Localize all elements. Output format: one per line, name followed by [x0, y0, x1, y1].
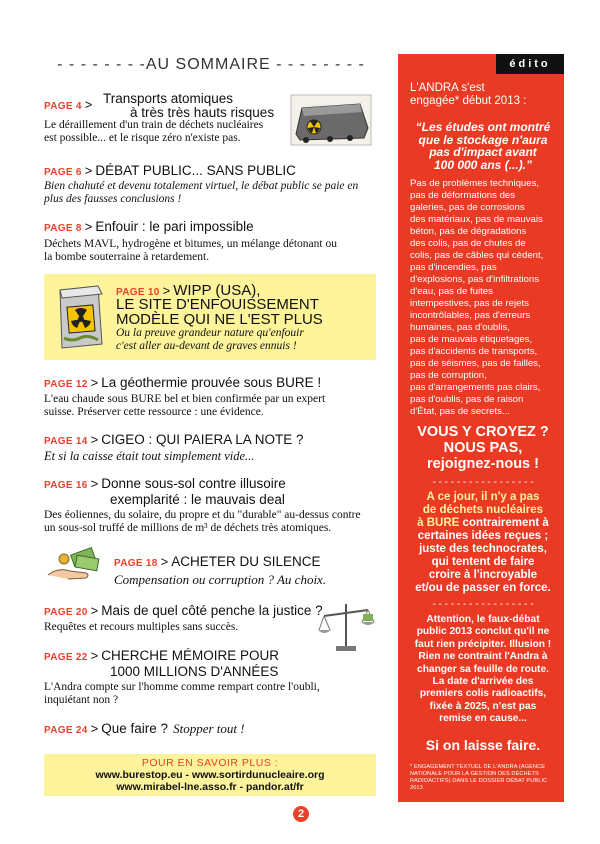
- quote-line: “Les études ont montré: [415, 120, 551, 134]
- para-line: La date d'arrivée des: [432, 676, 534, 688]
- entry-desc: Des éoliennes, du solaire, du propre et du "durable" au-dessus contre: [44, 509, 361, 521]
- list-line: pas d'arrangements pas clairs,: [410, 382, 541, 393]
- entry-desc: inquiétant non ?: [44, 694, 119, 706]
- entry-desc: Compensation ou corruption ? Au choix.: [114, 572, 327, 587]
- entry-desc: un sous-sol truffé de millions de m³ de déchets très atomiques.: [44, 522, 332, 534]
- entry-desc: Stopper tout !: [173, 721, 245, 736]
- para-line: changer sa feuille de route.: [417, 663, 549, 675]
- list-line: béton, pas de dégradations: [410, 226, 527, 237]
- entry-desc: L'eau chaude sous BURE bel et bien confirmée par un expert: [44, 393, 326, 405]
- page-label: PAGE 18: [114, 558, 158, 569]
- list-line: pas d'accidents de transports,: [410, 346, 538, 357]
- list-line: des matériaux, pas de mauvais: [410, 214, 543, 225]
- entry-heading: Que faire ?: [101, 721, 168, 736]
- list-line: d'État, pas de secrets...: [410, 406, 510, 417]
- more-info-box: [44, 754, 376, 796]
- list-line: pas d'incendies, pas: [410, 262, 497, 273]
- toc-entry-page-16[interactable]: [44, 473, 378, 535]
- para-line: A ce jour, il n'y a pas: [426, 491, 540, 503]
- radioactive-barrel-illustration: [50, 282, 108, 352]
- entry-heading: CHERCHE MÉMOIRE POUR: [101, 648, 279, 663]
- arrow: >: [84, 97, 93, 112]
- arrow: >: [90, 721, 99, 736]
- para-line: et/ou de passer en force.: [415, 582, 551, 594]
- entry-desc: Déchets MAVL, hydrogène et bitumes, un mélange détonant ou: [44, 238, 337, 250]
- list-line: intempestives, pas de rejets: [410, 298, 529, 309]
- list-line: pas de déformations des: [410, 190, 516, 201]
- entry-desc: c'est aller au-devant de graves ennuis !: [116, 340, 297, 352]
- list-line: pas d'oublis, pas de raison: [410, 394, 524, 405]
- para-line: faut rien précipiter. Illusion !: [414, 638, 552, 650]
- list-line: colis, pas de câbles qui cèdent,: [410, 250, 544, 261]
- list-line: d'explosions, pas d'infiltrations: [410, 274, 539, 285]
- arrow: >: [84, 219, 93, 234]
- page-label: PAGE 8: [44, 223, 82, 234]
- quote-line: que le stockage n'aura: [418, 132, 548, 147]
- para-line: contrairement à: [462, 517, 549, 529]
- entry-heading: LE SITE D'ENFOUISSEMENT: [116, 296, 319, 313]
- list-line: d'eau, pas de fuites: [410, 286, 493, 297]
- callout-line: rejoignez-nous !: [427, 456, 539, 472]
- para-line: fixée à 2025, n'est pas: [429, 700, 537, 712]
- list-line: galeries, pas de corrosions: [410, 202, 525, 213]
- more-info-title: POUR EN SAVOIR PLUS :: [141, 757, 279, 769]
- para-line: premiers colis radioactifs,: [419, 688, 547, 700]
- para-line: remise en cause...: [439, 713, 527, 725]
- entry-heading: Transports atomiques: [103, 91, 234, 106]
- edito-intro-line: engagée* début 2013 :: [410, 95, 527, 107]
- money-hand-illustration: [46, 545, 102, 585]
- edito-quote: [410, 121, 556, 171]
- quote-line: 100 000 ans (...).”: [433, 157, 533, 172]
- list-line: des colis, pas de chutes de: [410, 238, 526, 249]
- entry-desc: Bien chahuté et devenu totalement virtuel, le débat public se paie en: [44, 180, 359, 192]
- entry-desc: la bombe souterraine à retardement.: [44, 251, 210, 263]
- toc-entry-page-12[interactable]: [44, 372, 378, 419]
- para-line: croire à l'incroyable: [428, 569, 538, 581]
- page-label: PAGE 10: [116, 287, 160, 298]
- more-info-links-2[interactable]: www.mirabel-lne.asso.fr - pandor.at/fr: [116, 781, 304, 793]
- page-label: PAGE 24: [44, 725, 88, 736]
- page-label: PAGE 6: [44, 167, 82, 178]
- para-line: certaines idées reçues ;: [417, 530, 549, 542]
- footnote-line: * ENGAGEMENT TEXTUEL DE L'ANDRA (AGENCE: [410, 764, 546, 770]
- quote-line: pas d'impact avant: [429, 145, 537, 159]
- arrow: >: [90, 603, 99, 618]
- entry-desc: Ou la preuve grandeur nature qu'enfouir: [116, 327, 304, 339]
- list-line: Pas de problèmes techniques,: [410, 178, 540, 189]
- entry-desc: Le déraillement d'un train de déchets nucléaires: [44, 119, 264, 131]
- arrow: >: [160, 554, 169, 569]
- entry-heading: à très très hauts risques: [130, 105, 275, 120]
- entry-desc: suisse. Préserver cette ressource : une évidence.: [44, 406, 264, 418]
- footnote-line: NATIONALE POUR LA GESTION DES DÉCHETS: [410, 771, 539, 777]
- entry-heading: Enfouir : le pari impossible: [95, 219, 254, 234]
- list-line: pas de séismes, pas de failles,: [410, 358, 541, 369]
- entry-heading: 1000 MILLIONS D'ANNÉES: [110, 664, 279, 679]
- page-label: PAGE 12: [44, 379, 88, 390]
- toc-entry-page-14[interactable]: [44, 429, 378, 463]
- toc-entry-page-8[interactable]: [44, 216, 378, 264]
- toc-entry-page-6[interactable]: [44, 160, 378, 206]
- train-illustration: [290, 94, 372, 146]
- para-line: à BURE: [417, 517, 460, 529]
- entry-heading: DÉBAT PUBLIC... SANS PUBLIC: [95, 163, 296, 178]
- sommaire-title: - - - - - - - -AU SOMMAIRE - - - - - - - -: [57, 56, 365, 73]
- arrow: >: [162, 283, 171, 298]
- para-line: Attention, le faux-débat: [426, 614, 540, 625]
- arrow: >: [90, 476, 99, 491]
- toc-entry-page-22[interactable]: [44, 645, 378, 707]
- entry-desc: est possible... et le risque zéro n'existe pas.: [44, 132, 241, 144]
- divider: - - - - - - - - - - - - - - - - -: [432, 477, 534, 488]
- arrow: >: [90, 375, 99, 390]
- para-line: juste des technocrates,: [419, 543, 547, 555]
- edito-callout: [410, 424, 556, 472]
- arrow: >: [90, 648, 99, 663]
- entry-heading: Mais de quel côté penche la justice ?: [101, 603, 323, 618]
- toc-entry-page-10[interactable]: [44, 274, 376, 360]
- callout-line: VOUS Y CROYEZ ?: [417, 424, 549, 440]
- edito-list: [410, 178, 556, 418]
- entry-heading: La géothermie prouvée sous BURE !: [101, 375, 322, 390]
- toc-entry-page-18[interactable]: [114, 551, 374, 586]
- entry-heading: CIGEO : QUI PAIERA LA NOTE ?: [101, 432, 304, 447]
- page-label: PAGE 16: [44, 480, 88, 491]
- edito-intro-line: L'ANDRA s'est: [410, 82, 485, 94]
- page-label: PAGE 4: [44, 101, 82, 112]
- edito-intro: [410, 82, 556, 108]
- entry-heading: exemplarité : le mauvais deal: [110, 492, 285, 507]
- callout-line: NOUS PAS,: [443, 440, 523, 456]
- arrow: >: [84, 163, 93, 178]
- list-line: incontrôlables, pas d'erreurs: [410, 310, 531, 321]
- footnote-line: RADIOACTIFS) DANS LE DOSSIER DÉBAT PUBLIC 2013: [410, 778, 548, 791]
- entry-heading: WIPP (USA),: [173, 282, 261, 299]
- page-number: 2: [293, 806, 309, 822]
- para-line: Rien ne contraint l'Andra à: [418, 651, 548, 663]
- edito-para-1: [410, 491, 556, 595]
- toc-entry-page-24[interactable]: [44, 718, 378, 737]
- entry-desc: L'Andra compte sur l'homme comme rempart contre l'oubli,: [44, 681, 320, 693]
- entry-desc: Requêtes et recours multiples sans succès.: [44, 621, 239, 633]
- entry-heading: ACHETER DU SILENCE: [171, 554, 321, 569]
- page-label: PAGE 14: [44, 436, 88, 447]
- list-line: humaines, pas d'oublis,: [410, 322, 510, 333]
- edito-label: édito: [496, 54, 564, 74]
- edito-footnote: [410, 764, 556, 792]
- page-label: PAGE 20: [44, 607, 88, 618]
- entry-heading: Donne sous-sol contre illusoire: [101, 476, 286, 491]
- edito-final: Si on laisse faire.: [425, 737, 541, 753]
- para-line: public 2013 conclut qu'il ne: [416, 626, 550, 638]
- para-line: qui tentent de faire: [431, 556, 535, 568]
- para-line: de déchets nucléaires: [422, 504, 544, 516]
- arrow: >: [90, 432, 99, 447]
- list-line: pas de mauvais étiquetages,: [410, 334, 533, 345]
- entry-desc: Et si la caisse était tout simplement vide...: [44, 449, 255, 463]
- more-info-links-1[interactable]: www.burestop.eu - www.sortirdunucleaire.org: [95, 769, 325, 781]
- page-label: PAGE 22: [44, 652, 88, 663]
- entry-desc: plus des fausses conclusions !: [44, 193, 182, 205]
- divider: - - - - - - - - - - - - - - - - -: [432, 599, 534, 610]
- entry-heading: MODÈLE QUI NE L'EST PLUS: [116, 311, 323, 328]
- edito-para-2: [410, 614, 556, 726]
- list-line: pas de corruption,: [410, 370, 487, 381]
